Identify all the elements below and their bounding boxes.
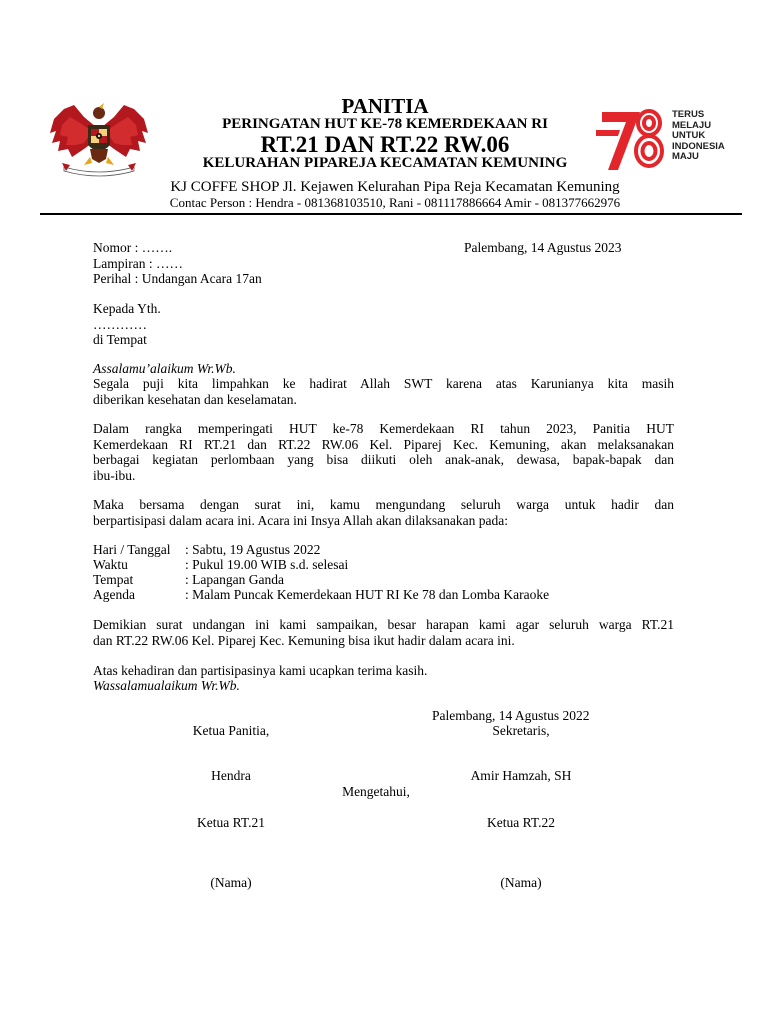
- signature-role-rt22: Ketua RT.22: [487, 815, 555, 830]
- letterhead-event: PERINGATAN HUT KE-78 KEMERDEKAAN RI: [222, 116, 548, 132]
- recipient-name: …………: [93, 317, 147, 332]
- letter-subject: Perihal : Undangan Acara 17an: [93, 271, 262, 286]
- closing-salutation: Wassalamualaikum Wr.Wb.: [93, 678, 240, 693]
- paragraph-invitation: [93, 497, 674, 528]
- paragraph-opening: [93, 376, 674, 407]
- detail-value-place: : Lapangan Ganda: [185, 572, 284, 587]
- detail-value-date: : Sabtu, 19 Agustus 2022: [185, 542, 321, 557]
- letterhead-contact: Contac Person : Hendra - 081368103510, Rani - 081117886664 Amir - 081377662976: [169, 195, 621, 210]
- greeting: Assalamu’alaikum Wr.Wb.: [93, 361, 236, 376]
- letter-attachment: Lampiran : ……: [93, 256, 183, 271]
- letterhead-area: KELURAHAN PIPAREJA KECAMATAN KEMUNING: [202, 155, 568, 171]
- paragraph-closing: [93, 617, 674, 648]
- paragraph-line: Demikian surat undangan ini kami sampaikan, besar harapan kami agar seluruh warga RT.21: [93, 617, 674, 632]
- paragraph-line: diberikan kesehatan dan keselamatan.: [93, 391, 297, 407]
- letterhead-unit: RT.21 DAN RT.22 RW.06: [260, 132, 510, 157]
- paragraph-line: Dalam rangka memperingati HUT ke-78 Kemerdekaan RI tahun 2023, Panitia HUT: [93, 421, 674, 436]
- tagline-line: UNTUK: [672, 130, 706, 141]
- acknowledged-label: Mengetahui,: [342, 784, 410, 799]
- detail-label-agenda: Agenda: [93, 587, 135, 602]
- signature-date: Palembang, 14 Agustus 2022: [432, 708, 590, 723]
- signature-name-rt21: (Nama): [210, 875, 252, 890]
- signature-name-secretary: Amir Hamzah, SH: [470, 768, 572, 783]
- recipient-place: di Tempat: [93, 332, 147, 347]
- paragraph-line: Maka bersama dengan surat ini, kamu mengundang seluruh warga untuk hadir dan: [93, 497, 674, 512]
- letter-date: Palembang, 14 Agustus 2023: [464, 240, 622, 255]
- detail-label-time: Waktu: [93, 557, 128, 572]
- hut-78-tagline: [672, 110, 752, 163]
- signature-name-chair: Hendra: [211, 768, 251, 783]
- detail-label-place: Tempat: [93, 572, 134, 587]
- letter-number: Nomor : …….: [93, 240, 173, 255]
- paragraph-context: [93, 421, 674, 483]
- letterhead-title: PANITIA: [341, 94, 429, 118]
- signature-role-rt21: Ketua RT.21: [197, 815, 265, 830]
- signature-name-rt22: (Nama): [500, 875, 542, 890]
- thanks-line: Atas kehadiran dan partisipasinya kami ucapkan terima kasih.: [93, 663, 428, 678]
- paragraph-line: berbagai kegiatan perlombaan yang bisa diikuti oleh anak-anak, dewasa, bapak-bapak dan: [93, 452, 674, 467]
- recipient-salutation: Kepada Yth.: [93, 301, 161, 316]
- paragraph-line: Segala puji kita limpahkan ke hadirat Allah SWT karena atas Karunianya kita masih: [93, 376, 674, 391]
- detail-value-agenda: : Malam Puncak Kemerdekaan HUT RI Ke 78 dan Lomba Karaoke: [185, 587, 550, 602]
- paragraph-line: ibu-ibu.: [93, 467, 136, 483]
- detail-label-date: Hari / Tanggal: [93, 542, 171, 557]
- paragraph-line: Kemerdekaan RI RT.21 dan RT.22 RW.06 Kel. Piparej Kec. Kemuning, akan melaksanakan: [93, 436, 674, 452]
- tagline-line: MAJU: [672, 151, 699, 162]
- paragraph-line: dan RT.22 RW.06 Kel. Piparej Kec. Kemuning bisa ikut hadir dalam acara ini.: [93, 632, 515, 648]
- detail-value-time: : Pukul 19.00 WIB s.d. selesai: [185, 557, 349, 572]
- garuda-emblem-icon: [44, 97, 154, 177]
- signature-role-chair: Ketua Panitia,: [192, 723, 270, 738]
- paragraph-line: berpartisipasi dalam acara ini. Acara ini Insya Allah akan dilaksanakan pada:: [93, 512, 508, 528]
- tagline-line: MELAJU: [672, 119, 712, 131]
- tagline-line: TERUS: [672, 109, 705, 120]
- letterhead-divider: [40, 213, 742, 215]
- letterhead-address: KJ COFFE SHOP Jl. Kejawen Kelurahan Pipa Reja Kecamatan Kemuning: [170, 179, 620, 195]
- tagline-line: INDONESIA: [672, 140, 725, 152]
- signature-role-secretary: Sekretaris,: [492, 723, 550, 738]
